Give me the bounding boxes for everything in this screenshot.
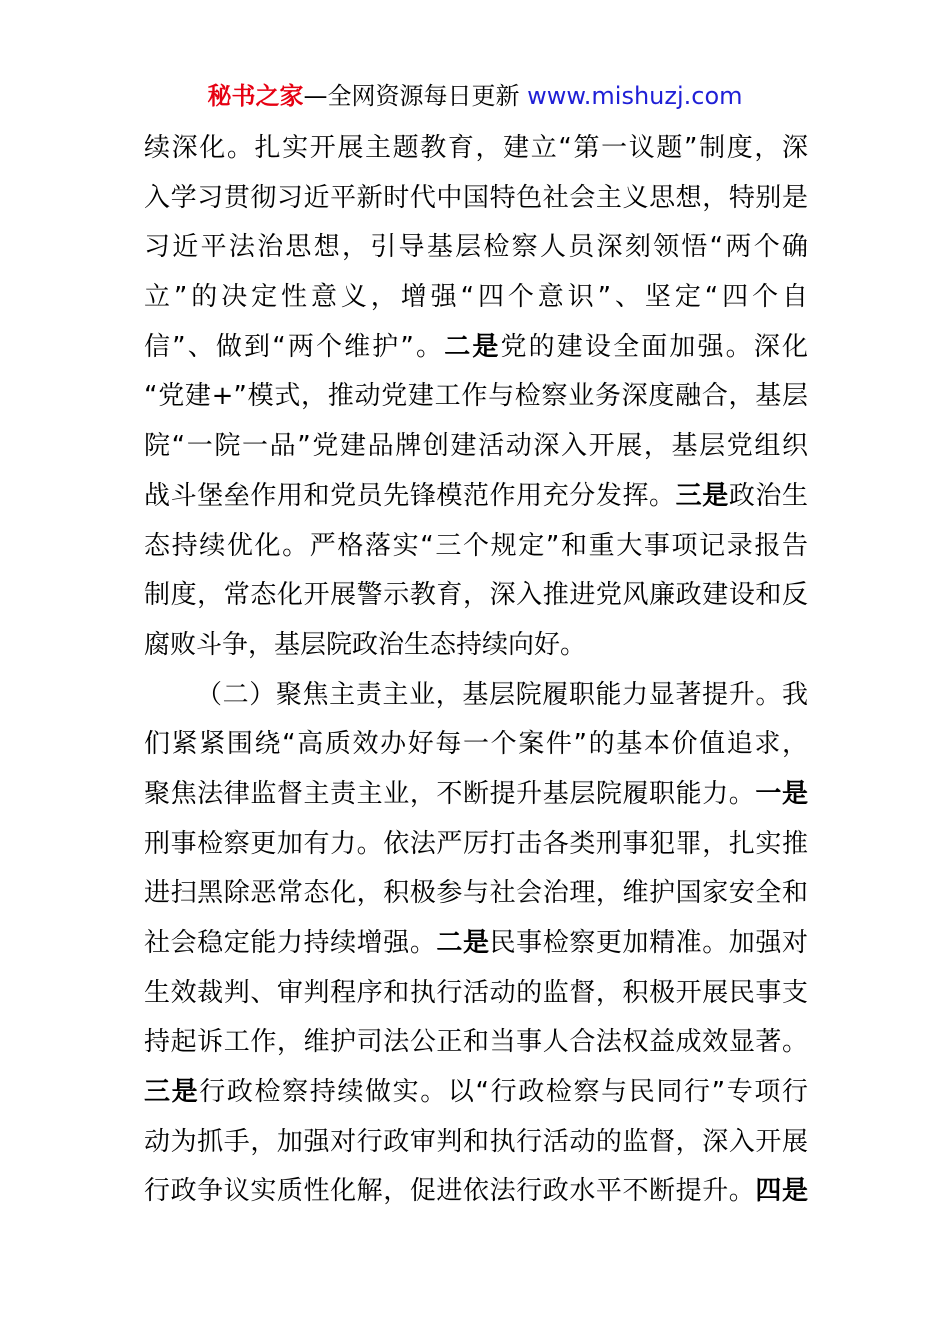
document-body	[144, 124, 808, 1217]
text-line: 续深化。扎实开展主题教育，建立“第一议题”制度，深	[144, 133, 808, 163]
text-line: 社会稳定能力持续增强。二是民事检察更加精准。加强对	[144, 928, 808, 958]
text-line: 聚焦法律监督主责主业，不断提升基层院履职能力。一是	[144, 778, 808, 809]
emphasis-label: 二是	[444, 331, 501, 362]
text-line: “党建+”模式，推动党建工作与检察业务深度融合，基层	[144, 381, 808, 412]
site-tagline: —全网资源每日更新	[303, 82, 520, 110]
text-line: 三是行政检察持续做实。以“行政检察与民同行”专项行	[144, 1077, 808, 1108]
text-line: 信”、做到“两个维护”。二是党的建设全面加强。深化	[144, 331, 808, 362]
text-line: 生效裁判、审判程序和执行活动的监督，积极开展民事支	[144, 977, 808, 1008]
text-line: 行政争议实质性化解，促进依法行政水平不断提升。四是	[144, 1176, 808, 1207]
text-line: 腐败斗争，基层院政治生态持续向好。	[144, 629, 587, 660]
text-line: 战斗堡垒作用和党员先锋模范作用充分发挥。三是政治生	[144, 480, 808, 511]
site-url-link[interactable]: www.mishuzj.com	[527, 82, 743, 110]
emphasis-label: 四是	[755, 1176, 808, 1207]
section-heading-line: （二）聚焦主责主业，基层院履职能力显著提升。我	[196, 679, 808, 710]
emphasis-label: 二是	[436, 928, 490, 958]
site-brand: 秘书之家	[207, 82, 304, 110]
text-line: 们紧紧围绕“高质效办好每一个案件”的基本价值追求，	[144, 729, 808, 760]
emphasis-label: 三是	[144, 1077, 200, 1108]
text-line: 习近平法治思想，引导基层检察人员深刻领悟“两个确	[144, 232, 808, 263]
emphasis-label: 三是	[675, 480, 729, 511]
text-line: 动为抓手，加强对行政审判和执行活动的监督，深入开展	[144, 1126, 808, 1157]
text-line: 态持续优化。严格落实“三个规定”和重大事项记录报告	[144, 530, 808, 561]
text-line: 院“一院一品”党建品牌创建活动深入开展，基层党组织	[144, 431, 808, 462]
text-line: 持起诉工作，维护司法公正和当事人合法权益成效显著。	[144, 1027, 808, 1058]
emphasis-label: 一是	[755, 778, 808, 809]
text-line: 刑事检察更加有力。依法严厉打击各类刑事犯罪，扎实推	[144, 828, 808, 859]
site-header	[0, 80, 950, 112]
text-line: 进扫黑除恶常态化，积极参与社会治理，维护国家安全和	[144, 878, 808, 909]
text-line: 入学习贯彻习近平新时代中国特色社会主义思想，特别是	[144, 182, 808, 213]
text-line: 立”的决定性意义，增强“四个意识”、坚定“四个自	[144, 282, 808, 313]
text-line: 制度，常态化开展警示教育，深入推进党风廉政建设和反	[144, 580, 808, 611]
